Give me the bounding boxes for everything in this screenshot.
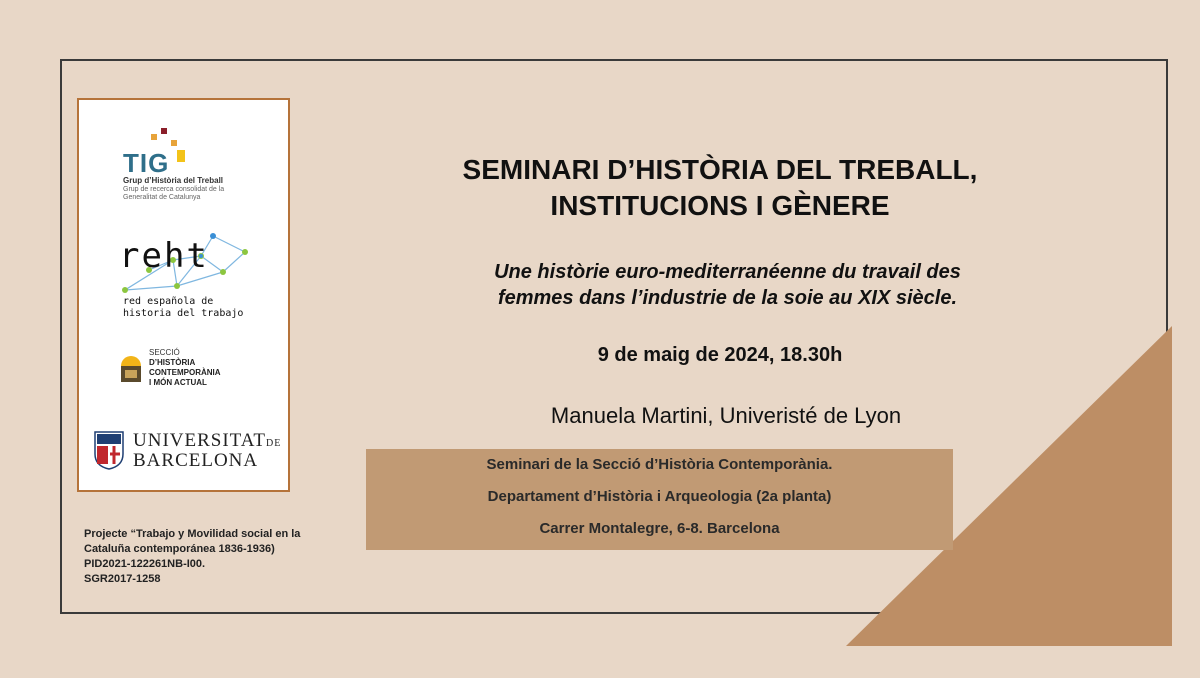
reht-subtitle-line2: historia del trabajo (123, 308, 244, 319)
venue-line3: Carrer Montalegre, 6-8. Barcelona (539, 520, 780, 537)
project-line4: SGR2017-1258 (84, 573, 161, 585)
venue-line1: Seminari de la Secció d’Història Contemporània. (486, 456, 833, 473)
seccio-emblem-icon (119, 348, 143, 384)
seccio-logo (119, 348, 269, 388)
reht-acronym: reht (119, 236, 209, 276)
talk-title (390, 259, 1065, 311)
project-line3: PID2021-122261NB-I00. (84, 558, 206, 570)
speaker: Manuela Martini, Univeristé de Lyon (550, 403, 902, 428)
logo-panel (77, 98, 290, 492)
seccio-text (149, 348, 221, 388)
seccio-line1: SECCIÓ (149, 348, 180, 357)
reht-logo (117, 228, 267, 328)
venue-box (366, 449, 953, 550)
reht-subtitle-line1: red española de (123, 296, 214, 307)
talk-title-line2: femmes dans l’industrie de la soie au XIX siècle. (497, 287, 958, 309)
seminar-title (400, 152, 1040, 224)
ub-line1 (133, 430, 281, 452)
ub-line2: BARCELONA (133, 450, 259, 471)
project-line2: Cataluña contemporánea 1836-1936) (84, 543, 275, 555)
tig-acronym: TIG (123, 148, 170, 178)
tig-description: Grup de recerca consolidat de la Generalitat de Catalunya (123, 186, 225, 201)
reht-subtitle (123, 296, 243, 320)
ub-logo (93, 430, 283, 475)
venue-line2: Departament d’Història i Arqueologia (2a planta) (487, 488, 832, 505)
seminar-title-line1: SEMINARI D’HISTÒRIA DEL TREBALL, (462, 154, 978, 185)
ub-shield-icon (93, 430, 125, 470)
project-line1: Projecte “Trabajo y Movilidad social en la (84, 528, 301, 540)
ub-de: DE (265, 438, 282, 449)
tig-name: Grup d’Història del Treball (123, 176, 224, 185)
seccio-line4: I MÓN ACTUAL (149, 378, 207, 387)
ub-universitat: UNIVERSITAT (133, 430, 266, 451)
seminar-title-line2: INSTITUCIONS I GÈNERE (550, 190, 890, 221)
talk-title-line1: Une històrie euro-mediterranéenne du travail des (494, 261, 961, 283)
seccio-line3: CONTEMPORÀNIA (149, 368, 221, 377)
event-date: 9 de maig de 2024, 18.30h (597, 344, 843, 366)
seccio-line2: D’HISTÒRIA (149, 358, 196, 367)
project-info (84, 527, 344, 587)
